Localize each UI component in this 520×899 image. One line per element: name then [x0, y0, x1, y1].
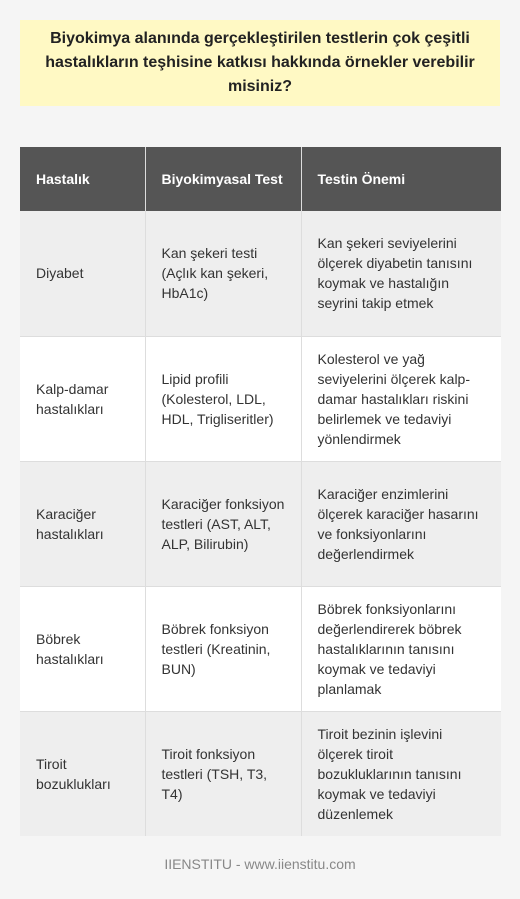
table-row [20, 211, 501, 336]
test-cell: Böbrek fonksiyon testleri (Kreatinin, BUN) [145, 586, 301, 711]
disease-cell: Diyabet [20, 211, 145, 336]
table-header-row [20, 147, 501, 211]
table-row [20, 586, 501, 711]
header-disease: Hastalık [20, 147, 145, 211]
header-biochemical-test: Biyokimyasal Test [145, 147, 301, 211]
table-row [20, 336, 501, 461]
question-text: Biyokimya alanında gerçekleştirilen testlerin çok çeşitli hastalıkların teşhisine katkısı hakkında örnekler verebilir misiniz? [45, 30, 475, 95]
importance-cell: Tiroit bezinin işlevini ölçerek tiroit bozukluklarının tanısını koymak ve tedaviyi düzenlemek [301, 711, 501, 836]
disease-cell: Karaciğer hastalıkları [20, 461, 145, 586]
table-row [20, 711, 501, 836]
importance-cell: Kolesterol ve yağ seviyelerini ölçerek kalp-damar hastalıkları riskini belirlemek ve tedaviyi yönlendirmek [301, 336, 501, 461]
test-cell: Lipid profili (Kolesterol, LDL, HDL, Trigliseritler) [145, 336, 301, 461]
header-test-importance: Testin Önemi [301, 147, 501, 211]
test-cell: Karaciğer fonksiyon testleri (AST, ALT, ALP, Bilirubin) [145, 461, 301, 586]
footer-credit: IIENSTITU - www.iienstitu.com [164, 856, 356, 872]
importance-cell: Böbrek fonksiyonlarını değerlendirerek böbrek hastalıklarının tanısını koymak ve tedaviyi planlamak [301, 586, 501, 711]
question-banner [20, 20, 500, 106]
importance-cell: Kan şekeri seviyelerini ölçerek diyabetin tanısını koymak ve hastalığın seyrini takip etmek [301, 211, 501, 336]
importance-cell: Karaciğer enzimlerini ölçerek karaciğer hasarını ve fonksiyonlarını değerlendirmek [301, 461, 501, 586]
diagnostic-tests-table [20, 147, 501, 836]
disease-cell: Kalp-damar hastalıkları [20, 336, 145, 461]
table-row [20, 461, 501, 586]
test-cell: Tiroit fonksiyon testleri (TSH, T3, T4) [145, 711, 301, 836]
test-cell: Kan şekeri testi (Açlık kan şekeri, HbA1c) [145, 211, 301, 336]
disease-cell: Böbrek hastalıkları [20, 586, 145, 711]
disease-cell: Tiroit bozuklukları [20, 711, 145, 836]
